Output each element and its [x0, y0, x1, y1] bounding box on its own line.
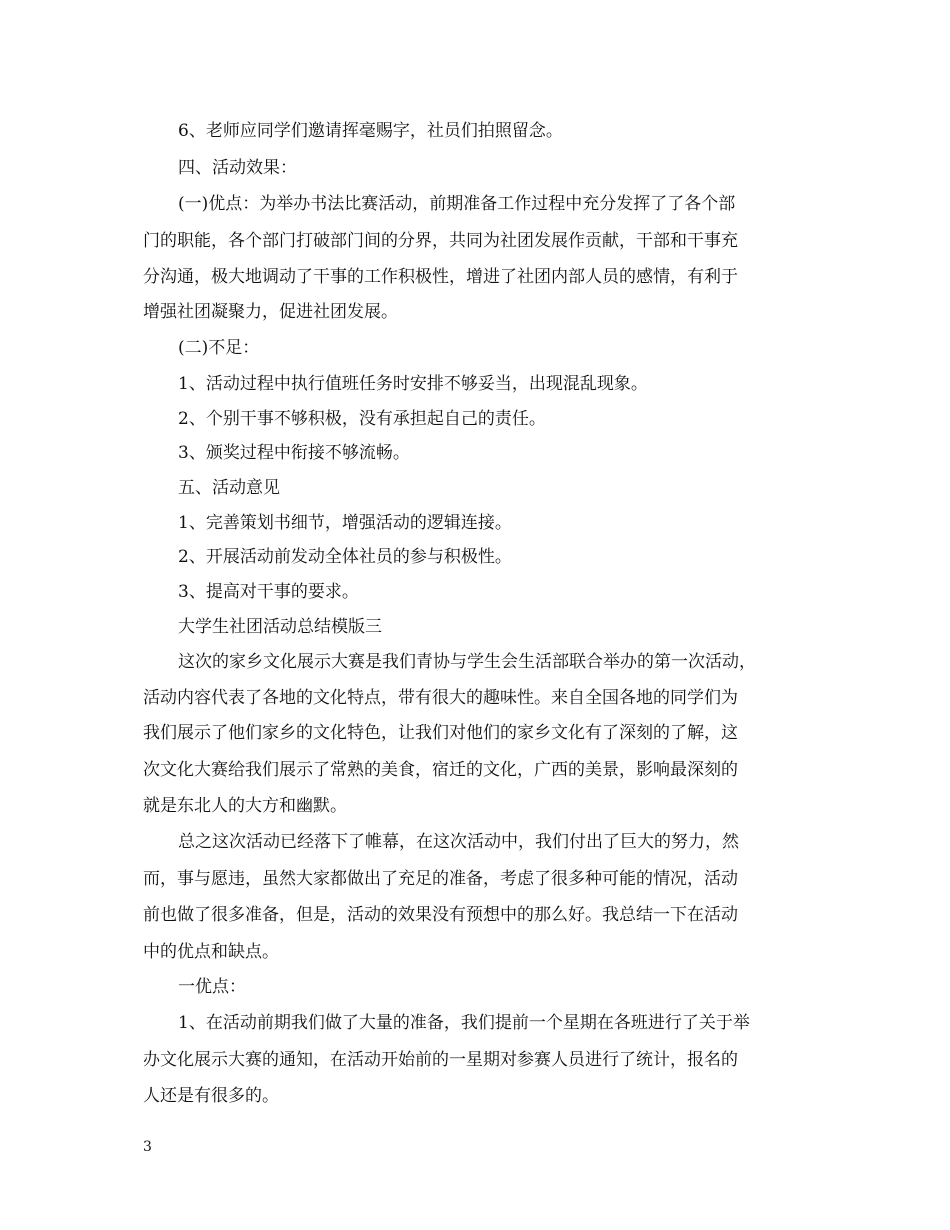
text-line: 门的职能，各个部门打破部门间的分界，共同为社团发展作贡献，干部和干事充 [143, 231, 738, 251]
text-line: 增强社团凝聚力，促进社团发展。 [143, 302, 398, 322]
section-heading: 四、活动效果： [178, 158, 297, 178]
text-line: 活动内容代表了各地的文化特点，带有很大的趣味性。来自全国各地的同学们为 [143, 688, 738, 708]
subsection-heading: (二)不足： [178, 338, 260, 358]
text-line: 1、完善策划书细节，增强活动的逻辑连接。 [178, 513, 512, 533]
section-heading: 五、活动意见 [178, 478, 280, 498]
text-line: 6、老师应同学们邀请挥毫赐字，社员们拍照留念。 [178, 121, 563, 141]
subsection-heading: 一优点： [178, 977, 246, 997]
text-line: 总之这次活动已经落下了帷幕，在这次活动中，我们付出了巨大的努力，然 [178, 832, 739, 852]
text-line: 就是东北人的大方和幽默。 [143, 796, 347, 816]
text-line: 1、活动过程中执行值班任务时安排不够妥当，出现混乱现象。 [178, 374, 648, 394]
text-line: 2、个别干事不够积极，没有承担起自己的责任。 [178, 409, 546, 429]
text-line: 2、开展活动前发动全体社员的参与积极性。 [178, 547, 512, 567]
text-line: 办文化展示大赛的通知，在活动开始前的一星期对参赛人员进行了统计，报名的 [143, 1050, 738, 1070]
text-line: 中的优点和缺点。 [143, 942, 279, 962]
text-line: 前也做了很多准备，但是，活动的效果没有预想中的那么好。我总结一下在活动 [143, 905, 738, 925]
text-line: 分沟通，极大地调动了干事的工作积极性，增进了社团内部人员的感情，有利于 [143, 267, 738, 287]
document-subtitle: 大学生社团活动总结模版三 [178, 617, 382, 637]
text-line: 这次的家乡文化展示大赛是我们青协与学生会生活部联合举办的第一次活动， [178, 652, 756, 672]
text-line: 3、颁奖过程中衔接不够流畅。 [178, 443, 410, 463]
text-line: 人还是有很多的。 [143, 1086, 279, 1106]
page-number: 3 [143, 1139, 152, 1155]
text-line: 1、在活动前期我们做了大量的准备，我们提前一个星期在各班进行了关于举 [178, 1013, 750, 1033]
text-line: (一)优点：为举办书法比赛活动，前期准备工作过程中充分发挥了了各个部 [178, 194, 736, 214]
text-line: 我们展示了他们家乡的文化特色，让我们对他们的家乡文化有了深刻的了解，这 [143, 723, 738, 743]
text-line: 次文化大赛给我们展示了常熟的美食，宿迁的文化，广西的美景，影响最深刻的 [143, 760, 738, 780]
text-line: 3、提高对干事的要求。 [178, 582, 359, 602]
text-line: 而，事与愿违，虽然大家都做出了充足的准备，考虑了很多种可能的情况，活动 [143, 869, 738, 889]
